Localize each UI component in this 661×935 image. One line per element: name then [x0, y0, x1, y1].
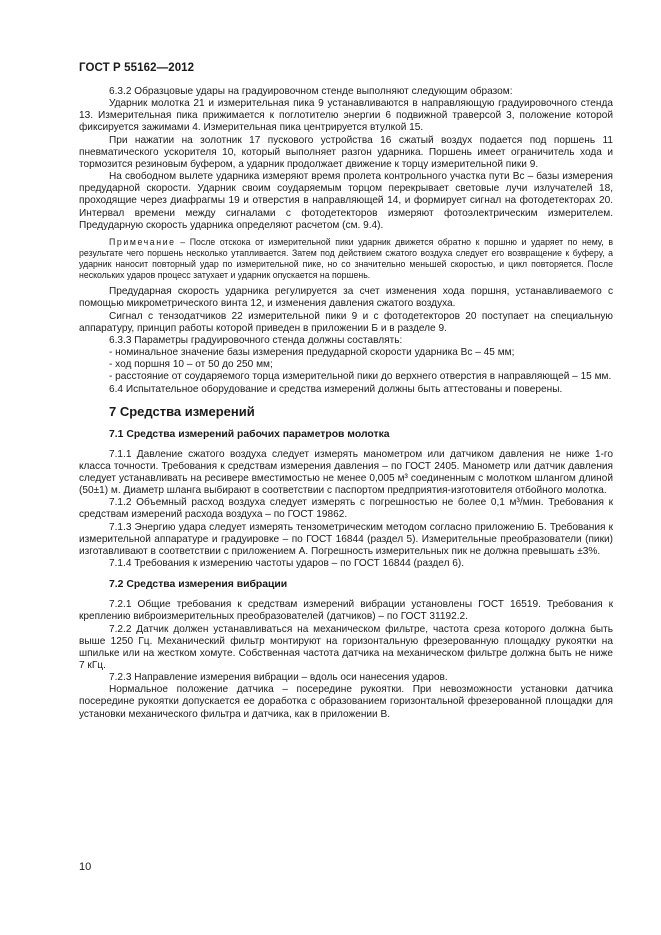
paragraph-7-1-4: 7.1.4 Требования к измерению частоты ударов – по ГОСТ 16844 (раздел 6).: [109, 558, 465, 570]
page-number: 10: [79, 861, 92, 873]
paragraph-7-2-1: 7.2.1 Общие требования к средствам измерений вибрации установлены ГОСТ 16519. Требования к креплению виброизмерительных преобразователей (датчиков) – по ГОСТ 31192.2.: [79, 599, 613, 623]
list-item-distance: - расстояние от соударяемого торца измерительной пики до верхнего отверстия в направляющей – 15 мм.: [109, 371, 612, 383]
paragraph-velocity-measure: На свободном вылете ударника измеряют время пролета контрольного участка пути Вс – базы измерения предударной скорости. Ударник своим соударяемым торцом перекрывает световые лучи излучателей 18, проходящие через диафрагмы 19 и отверстия в направляющей 14, и формирует сигнал на фотодетекторах 20. Интервал времени между сигналами с фотодетекторов измеряют фотоэлектрическим измерителем. Предударную скорость ударника определяют расчетом (см. 9.4).: [79, 171, 613, 231]
paragraph-launch: При нажатии на золотник 17 пускового устройства 16 сжатый воздух подается под поршень 11 пневматического ускорителя 10, который выполняет разгон ударника. Поршень имеет ограничитель хода и тормозится резиновым буфером, а ударник продолжает движение к торцу измерительной пики 9.: [79, 134, 613, 170]
note-label: Примечание: [109, 236, 176, 247]
document-body: [79, 86, 613, 721]
section-7-heading: 7 Средства измерений: [109, 403, 255, 419]
paragraph-7-1-2: 7.1.2 Объемный расход воздуха следует измерять с погрешностью не более 0,1 м³/мин. Требования к средствам измерений расхода воздуха – по ГОСТ 19862.: [79, 497, 613, 521]
subsection-7-1-heading: 7.1 Средства измерений рабочих параметров молотка: [109, 428, 390, 440]
paragraph-signal: Сигнал с тензодатчиков 22 измерительной пики 9 и с фотодетекторов 20 поступает на специальную аппаратуру, принцип работы которой приведен в приложении Б и в разделе 9.: [79, 310, 613, 334]
paragraph-7-2-2: 7.2.2 Датчик должен устанавливаться на механическом фильтре, частота среза которого должна быть выше 1250 Гц. Механический фильтр монтируют на горизонтальную фрезерованную площадку рукоятки на шпильке или на жестком хомуте. Собственная частота датчика на механическом фильтре должна быть не ниже 7 кГц.: [79, 623, 613, 671]
paragraph-6-4: 6.4 Испытательное оборудование и средства измерений должны быть аттестованы и поверены.: [109, 383, 563, 395]
note-text: – После отскока от измерительной пики ударник движется обратно к поршню и ударяет по нему, в результате чего поршень несколько утапливается. Затем под действием сжатого воздуха следует его возвращение к буферу, а ударник наносит повторный удар по измерительной пике, но со значительно меньшей скоростью, и цикл повторяется. После нескольких ударов процесс затухает и ударник опускается на поршень.: [79, 236, 613, 281]
paragraph-6-3-3: 6.3.3 Параметры градуировочного стенда должны составлять:: [109, 334, 403, 346]
list-item-stroke: - ход поршня 10 – от 50 до 250 мм;: [109, 359, 273, 371]
paragraph-velocity-regulation: Предударная скорость ударника регулируется за счет изменения хода поршня, устанавливаемого с помощью микрометрического винта 12, и изменения давления сжатого воздуха.: [79, 286, 613, 310]
note-paragraph: [79, 237, 613, 281]
document-header: ГОСТ Р 55162—2012: [79, 62, 195, 74]
paragraph-6-3-2: 6.3.2 Образцовые удары на градуировочном стенде выполняют следующим образом:: [109, 86, 513, 97]
paragraph-sensor-position: Нормальное положение датчика – посередине рукоятки. При невозможности установки датчика посередине рукоятки допускается ее доработка с образованием горизонтальной фрезерованной площадки для установки механического фильтра и датчика, как в приложении В.: [79, 684, 613, 720]
paragraph-7-2-3: 7.2.3 Направление измерения вибрации – вдоль оси нанесения ударов.: [109, 672, 448, 684]
list-item-base: - номинальное значение базы измерения предударной скорости ударника Вс – 45 мм;: [109, 347, 515, 359]
paragraph-striker-setup: Ударник молотка 21 и измерительная пика 9 устанавливаются в направляющую градуировочного стенда 13. Измерительная пика прижимается к поглотителю энергии 6 подвижной траверсой 3, положение которой фиксируется зажимами 4. Измерительная пика центрируется втулкой 15.: [79, 98, 613, 134]
paragraph-7-1-1: 7.1.1 Давление сжатого воздуха следует измерять манометром или датчиком давления не ниже 1-го класса точности. Требования к средствам измерения давления – по ГОСТ 2405. Манометр или датчик давления следует устанавливать на ресивере вместимостью не менее 0,005 м³ соединенным с молотком шлангом длиной (50±1) м. Диаметр шланга выбирают в соответствии с паспортом предприятия-изготовителя отбойного молотка.: [79, 448, 613, 497]
subsection-7-2-heading: 7.2 Средства измерения вибрации: [109, 579, 288, 591]
paragraph-7-1-3: 7.1.3 Энергию удара следует измерять тензометрическим методом согласно приложению Б. Требования к измерительной аппаратуре и градуировке – по ГОСТ 16844 (раздел 5). Измерительные преобразователи (пики) изготавливают в соответствии с приложением А. Погрешность измерительных пик не должна превышать ±3%.: [79, 521, 613, 557]
